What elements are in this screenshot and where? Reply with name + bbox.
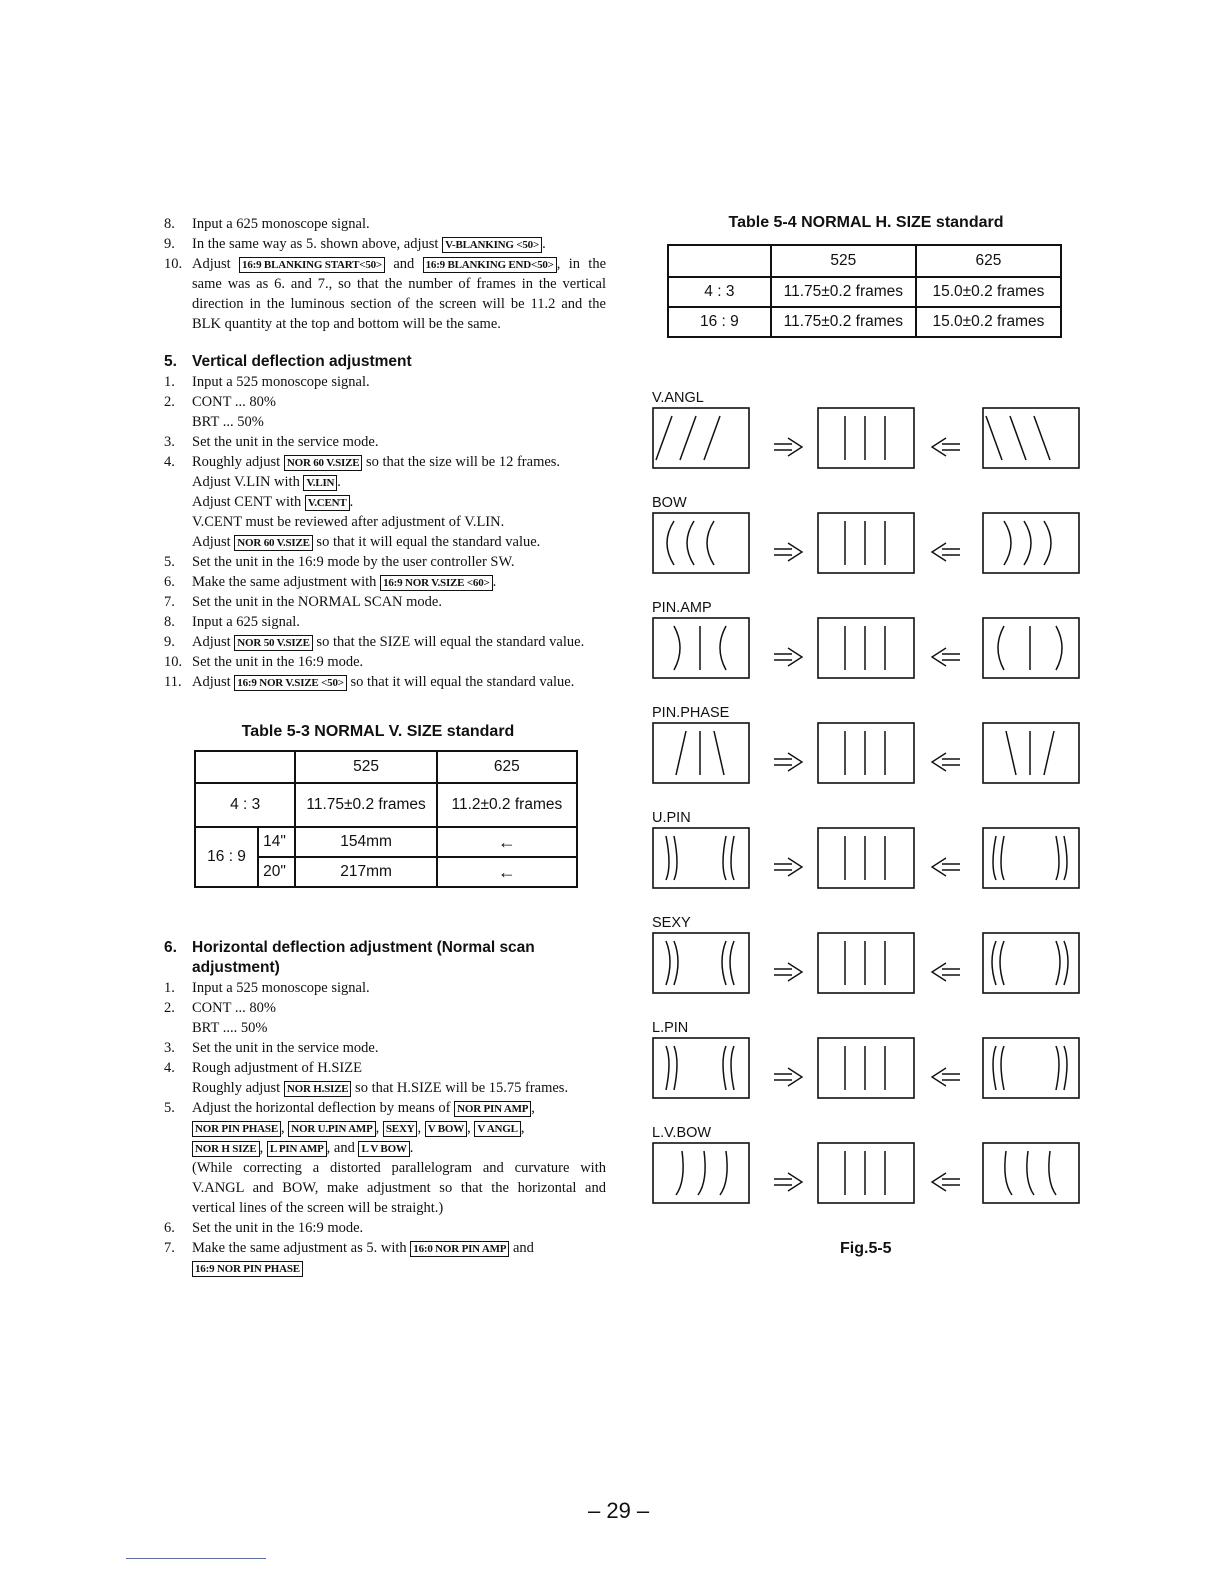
control-label-box: 16:9 NOR V.SIZE <50> <box>234 675 347 691</box>
list-item <box>164 532 606 552</box>
table-5-3-caption: Table 5-3 NORMAL V. SIZE standard <box>241 723 515 740</box>
left-arrow-icon <box>932 648 960 666</box>
item-text-part: so that it will equal the standard value. <box>312 534 541 550</box>
right-arrow-icon <box>774 438 802 456</box>
distorted-screen <box>653 1038 749 1098</box>
figure-caption: Fig.5-5 <box>840 1240 892 1257</box>
item-number: 6. <box>164 574 175 590</box>
control-label-box: SEXY <box>383 1121 418 1137</box>
control-label-box: V.CENT <box>305 495 350 511</box>
item-text-part: (While correcting a distorted parallelogram and curvature with V.ANGL and BOW, make adjustment so that the horizontal and vertical lines of the screen will be straight.) <box>192 1160 606 1216</box>
corrected-screen <box>818 1038 914 1098</box>
control-label-box: 16:9 BLANKING END<50> <box>423 257 557 273</box>
distorted-screen <box>653 408 749 468</box>
item-text-part: Adjust <box>192 534 235 550</box>
distorted-screen <box>653 1143 749 1203</box>
table-cell <box>668 245 771 277</box>
item-text-part: Adjust CENT with <box>192 494 305 510</box>
table-cell: 11.75±0.2 frames <box>771 277 916 307</box>
section-6-number: 6. <box>164 939 177 956</box>
distortion-row <box>652 1125 1082 1230</box>
item-text <box>192 1018 606 1038</box>
right-arrow-icon <box>774 858 802 876</box>
item-number: 5. <box>164 554 175 570</box>
right-arrow-icon <box>774 543 802 561</box>
item-text-part: Input a 525 monoscope signal. <box>192 980 370 996</box>
list-item <box>164 572 606 592</box>
distorted-screen <box>653 618 749 678</box>
list-item <box>164 372 606 392</box>
table-cell: 11.75±0.2 frames <box>295 783 436 827</box>
item-number <box>164 512 192 532</box>
item-number: 1. <box>164 374 175 390</box>
control-label-box: V-BLANKING <50> <box>442 237 542 253</box>
table-5-4 <box>667 244 1062 338</box>
section-6-title: Horizontal deflection adjustment (Normal scan adjustment) <box>192 939 535 976</box>
item-number: 3. <box>164 1040 175 1056</box>
list-item <box>164 978 606 998</box>
list-item <box>164 552 606 572</box>
item-text-part: , and <box>326 1140 359 1156</box>
row-label: 4 : 3 <box>668 277 771 307</box>
distortion-label: SEXY <box>652 915 691 931</box>
list-item <box>164 492 606 512</box>
item-text-part: Set the unit in the service mode. <box>192 434 379 450</box>
list-item <box>164 1058 606 1078</box>
distortion-label: V.ANGL <box>652 390 704 406</box>
table-header-525: 525 <box>771 245 916 277</box>
right-arrow-icon <box>774 753 802 771</box>
distortion-label: L.V.BOW <box>652 1125 712 1141</box>
list-item <box>164 392 606 412</box>
distortion-row <box>652 915 1082 1020</box>
item-text-part: BRT .... 50% <box>192 1020 268 1036</box>
item-text-part: Roughly adjust <box>192 454 284 470</box>
item-text <box>192 1238 606 1258</box>
list-item <box>164 632 606 652</box>
table-cell: 15.0±0.2 frames <box>916 277 1061 307</box>
item-text-part: Set the unit in the 16:9 mode. <box>192 1220 364 1236</box>
distortion-row <box>652 705 1082 810</box>
page-number: – 29 – <box>588 1498 650 1523</box>
corrected-screen <box>818 513 914 573</box>
item-number: 7. <box>164 1240 175 1256</box>
control-label-box: L PIN AMP <box>267 1141 327 1157</box>
item-text-part: CONT ... 80% <box>192 1000 276 1016</box>
row-label: 4 : 3 <box>195 783 295 827</box>
distortion-diagram <box>652 1141 1082 1207</box>
item-number: 4. <box>164 1060 175 1076</box>
control-label-box: L V BOW <box>358 1141 409 1157</box>
item-number: 4. <box>164 454 175 470</box>
item-number <box>164 1158 192 1218</box>
distortion-diagram <box>652 511 1082 577</box>
item-text <box>192 472 606 492</box>
item-text-part: , <box>531 1100 535 1116</box>
list-item <box>164 1118 606 1138</box>
item-text-part: , in the same was as 6. and 7., so that the number of frames in the vertical direction in the luminous section of the screen will be 11.2 and the BLK quantity at the top and bottom will be the same. <box>192 256 607 332</box>
figure-5-5 <box>652 390 1082 1230</box>
list-item <box>164 254 606 334</box>
item-text-part: Adjust <box>192 674 235 690</box>
item-text <box>192 592 606 612</box>
item-text-part: Adjust the horizontal deflection by means of <box>192 1100 455 1116</box>
distortion-row <box>652 810 1082 915</box>
item-text-part: Input a 625 signal. <box>192 614 300 630</box>
item-text-part: Make the same adjustment with <box>192 574 381 590</box>
item-text-part: Adjust <box>192 634 235 650</box>
item-text-part: . <box>492 574 497 590</box>
item-text <box>192 1038 606 1058</box>
item-number <box>164 1118 192 1138</box>
list-item <box>164 452 606 472</box>
list-item <box>164 612 606 632</box>
item-text <box>192 672 606 692</box>
item-text-part: . <box>409 1140 414 1156</box>
left-arrow-icon <box>932 1068 960 1086</box>
item-text <box>192 1058 606 1078</box>
item-text <box>192 512 606 532</box>
item-number: 9. <box>164 236 175 252</box>
section-5-number: 5. <box>164 353 177 370</box>
item-text <box>192 452 606 472</box>
item-text: NOR H SIZE , L PIN AMP , and L V BOW . <box>192 1138 606 1158</box>
list-item <box>164 1218 606 1238</box>
left-arrow-icon <box>932 858 960 876</box>
list-item <box>164 512 606 532</box>
item-number <box>164 1138 192 1158</box>
item-text-part: Input a 625 monoscope signal. <box>192 216 370 232</box>
sub-row-label: 14" <box>258 827 295 857</box>
table-cell: 154mm <box>295 827 436 857</box>
section-6-heading <box>164 938 606 978</box>
item-number: 9. <box>164 634 175 650</box>
control-label-box: NOR H.SIZE <box>284 1081 352 1097</box>
distortion-label: U.PIN <box>652 810 691 826</box>
table-cell: 11.2±0.2 frames <box>437 783 577 827</box>
list-item <box>164 1158 606 1218</box>
control-label-box: 16:0 NOR PIN AMP <box>410 1241 509 1257</box>
item-text <box>192 412 606 432</box>
item-text-part: so that H.SIZE will be 15.75 frames. <box>351 1080 569 1096</box>
item-number: 10. <box>164 256 183 272</box>
item-number: 10. <box>164 654 183 670</box>
item-text-part: so that the size will be 12 frames. <box>362 454 561 470</box>
item-text-part: Set the unit in the service mode. <box>192 1040 379 1056</box>
distorted-screen <box>983 408 1079 468</box>
item-text <box>192 1098 606 1118</box>
list-item <box>164 234 606 254</box>
item-text-part: Make the same adjustment as 5. with <box>192 1240 411 1256</box>
distorted-screen <box>983 618 1079 678</box>
list-item <box>164 592 606 612</box>
item-text-part: and <box>385 256 423 272</box>
control-label-box: V BOW <box>425 1121 467 1137</box>
distortion-diagram <box>652 406 1082 472</box>
corrected-screen <box>818 618 914 678</box>
table-cell: 15.0±0.2 frames <box>916 307 1061 337</box>
table-cell: 11.75±0.2 frames <box>771 307 916 337</box>
right-arrow-icon <box>774 1173 802 1191</box>
list-item <box>164 998 606 1018</box>
distortion-diagram <box>652 721 1082 787</box>
distortion-row <box>652 495 1082 600</box>
item-text-part: Adjust <box>192 256 240 272</box>
control-label-box: NOR 60 V.SIZE <box>234 535 313 551</box>
item-text <box>192 214 606 234</box>
item-text <box>192 254 606 334</box>
footer-rule <box>126 1558 266 1559</box>
item-text <box>192 372 606 392</box>
item-text-part: Roughly adjust <box>192 1080 284 1096</box>
section-6-items <box>164 978 606 1278</box>
distorted-screen <box>653 723 749 783</box>
right-arrow-icon <box>774 1068 802 1086</box>
item-text-part: BRT ... 50% <box>192 414 264 430</box>
item-number <box>164 472 192 492</box>
distortion-label: PIN.AMP <box>652 600 712 616</box>
item-number <box>164 532 192 552</box>
list-item <box>164 472 606 492</box>
item-number <box>164 412 192 432</box>
list-item <box>164 1138 606 1158</box>
item-text <box>192 1218 606 1238</box>
control-label-box: 16:9 NOR V.SIZE <60> <box>380 575 493 591</box>
item-text-part: Rough adjustment of H.SIZE <box>192 1060 362 1076</box>
item-number: 5. <box>164 1100 175 1116</box>
item-text-part: CONT ... 80% <box>192 394 276 410</box>
item-text <box>192 1158 606 1218</box>
item-text: NOR PIN PHASE , NOR U.PIN AMP , SEXY , V BOW , V ANGL , <box>192 1118 606 1138</box>
corrected-screen <box>818 1143 914 1203</box>
item-text <box>192 978 606 998</box>
distortion-label: L.PIN <box>652 1020 689 1036</box>
item-text <box>192 432 606 452</box>
control-label-box: NOR U.PIN AMP <box>288 1121 375 1137</box>
item-text-part: Adjust V.LIN with <box>192 474 304 490</box>
corrected-screen <box>818 933 914 993</box>
right-arrow-icon <box>774 648 802 666</box>
table-cell: 217mm <box>295 857 436 887</box>
item-number: 6. <box>164 1220 175 1236</box>
distorted-screen <box>653 933 749 993</box>
list-item <box>164 1018 606 1038</box>
distortion-diagram <box>652 616 1082 682</box>
left-arrow-icon <box>932 753 960 771</box>
left-arrow-icon <box>932 963 960 981</box>
section-5-items <box>164 372 606 692</box>
table-cell <box>195 751 295 783</box>
distorted-screen <box>983 1038 1079 1098</box>
list-item <box>164 432 606 452</box>
item-text <box>192 572 606 592</box>
distorted-screen <box>653 513 749 573</box>
item-text <box>192 234 606 254</box>
item-number: 8. <box>164 216 175 232</box>
row-label: 16 : 9 <box>668 307 771 337</box>
item-text-part: Set the unit in the 16:9 mode. <box>192 654 364 670</box>
item-number <box>164 1018 192 1038</box>
left-arrow-icon <box>932 543 960 561</box>
item-number: 8. <box>164 614 175 630</box>
distortion-diagram <box>652 931 1082 997</box>
item-text-part: In the same way as 5. shown above, adjust <box>192 236 443 252</box>
item-text <box>192 652 606 672</box>
row-label: 16 : 9 <box>195 827 258 887</box>
list-item <box>164 652 606 672</box>
left-arrow-icon <box>932 1173 960 1191</box>
list-item <box>164 1078 606 1098</box>
corrected-screen <box>818 408 914 468</box>
distortion-diagram <box>652 826 1082 892</box>
control-label-box: V ANGL <box>474 1121 520 1137</box>
distortion-row <box>652 1020 1082 1125</box>
distortion-row <box>652 390 1082 495</box>
item-text-part: Set the unit in the 16:9 mode by the user controller SW. <box>192 554 515 570</box>
distorted-screen <box>983 933 1079 993</box>
table-header-625: 625 <box>916 245 1061 277</box>
item-text <box>192 392 606 412</box>
item-number <box>164 492 192 512</box>
item-number: 2. <box>164 1000 175 1016</box>
item-number: 1. <box>164 980 175 996</box>
section-5-title: Vertical deflection adjustment <box>192 353 412 370</box>
control-label-box: NOR PIN PHASE <box>192 1121 281 1137</box>
item-text <box>192 632 606 652</box>
item-text <box>192 552 606 572</box>
item-text <box>192 612 606 632</box>
item-text-part: V.CENT must be reviewed after adjustment of V.LIN. <box>192 514 505 530</box>
control-label-box: NOR H SIZE <box>192 1141 260 1157</box>
distorted-screen <box>983 513 1079 573</box>
control-label-box: 16:9 NOR PIN PHASE <box>192 1261 303 1277</box>
left-arrow-icon: ← <box>437 827 577 857</box>
distorted-screen <box>983 1143 1079 1203</box>
distortion-diagram <box>652 1036 1082 1102</box>
table-header-625: 625 <box>437 751 577 783</box>
left-column <box>164 214 606 1278</box>
item-text-part: so that the SIZE will equal the standard value. <box>312 634 585 650</box>
list-item <box>164 412 606 432</box>
list-item <box>164 1258 606 1278</box>
control-label-box: 16:9 BLANKING START<50> <box>239 257 385 273</box>
item-text <box>192 492 606 512</box>
item-text <box>192 998 606 1018</box>
item-text-part: . <box>542 236 546 252</box>
distortion-label: PIN.PHASE <box>652 705 730 721</box>
corrected-screen <box>818 723 914 783</box>
list-item <box>164 1098 606 1118</box>
list-item <box>164 1038 606 1058</box>
distortion-row <box>652 600 1082 705</box>
item-text-part: so that it will equal the standard value. <box>346 674 575 690</box>
pre-items <box>164 214 606 334</box>
item-number: 2. <box>164 394 175 410</box>
distorted-screen <box>653 828 749 888</box>
table-5-4-caption: Table 5-4 NORMAL H. SIZE standard <box>728 214 1004 231</box>
section-5-heading <box>164 352 606 372</box>
sub-row-label: 20" <box>258 857 295 887</box>
item-text <box>192 1078 606 1098</box>
item-number: 3. <box>164 434 175 450</box>
control-label-box: NOR PIN AMP <box>454 1101 531 1117</box>
list-item <box>164 672 606 692</box>
item-text-part: and <box>509 1240 534 1256</box>
distortion-label: BOW <box>652 495 687 511</box>
control-label-box: V.LIN <box>303 475 337 491</box>
item-text <box>192 532 606 552</box>
list-item <box>164 214 606 234</box>
left-arrow-icon: ← <box>437 857 577 887</box>
item-text <box>192 1258 606 1278</box>
item-text-part: . <box>349 494 354 510</box>
right-arrow-icon <box>774 963 802 981</box>
control-label-box: NOR 50 V.SIZE <box>234 635 313 651</box>
table-header-525: 525 <box>295 751 436 783</box>
item-text-part: Input a 525 monoscope signal. <box>192 374 370 390</box>
item-number <box>164 1078 192 1098</box>
control-label-box: NOR 60 V.SIZE <box>284 455 363 471</box>
item-number <box>164 1258 192 1278</box>
item-text-part: . <box>337 474 341 490</box>
item-text-part: Set the unit in the NORMAL SCAN mode. <box>192 594 442 610</box>
table-5-3 <box>194 750 578 888</box>
distorted-screen <box>983 723 1079 783</box>
distorted-screen <box>983 828 1079 888</box>
left-arrow-icon <box>932 438 960 456</box>
corrected-screen <box>818 828 914 888</box>
list-item <box>164 1238 606 1258</box>
item-number: 11. <box>164 674 182 690</box>
item-number: 7. <box>164 594 175 610</box>
